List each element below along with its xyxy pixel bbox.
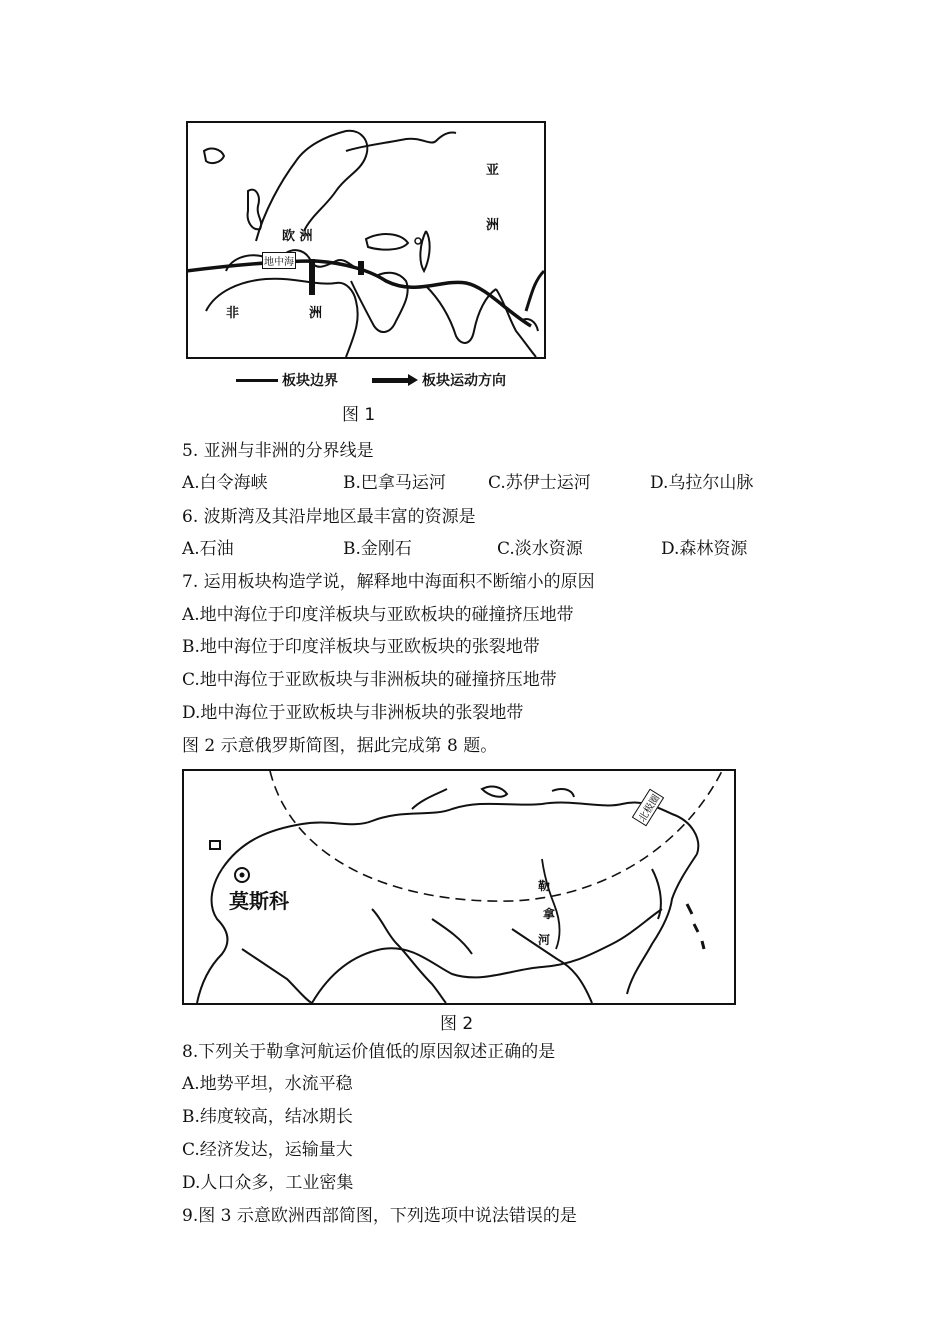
label-lena-3: 河 (538, 933, 551, 947)
q6-option-d: D.森林资源 (661, 539, 748, 559)
q5-option-d: D.乌拉尔山脉 (650, 473, 754, 493)
legend-boundary-label: 板块边界 (282, 373, 338, 389)
q8-option-a: A.地势平坦，水流平稳 (182, 1074, 353, 1094)
label-asia-1: 亚 (486, 163, 500, 178)
q7-option-c: C.地中海位于亚欧板块与非洲板块的碰撞挤压地带 (182, 670, 557, 690)
label-europe: 欧 洲 (282, 229, 313, 244)
q5-stem: 5. 亚洲与非洲的分界线是 (182, 441, 374, 461)
boundary-line-icon (236, 379, 278, 382)
legend-direction (372, 370, 506, 390)
q7-option-a: A.地中海位于印度洋板块与亚欧板块的碰撞挤压地带 (182, 605, 574, 625)
figure-2-intro: 图 2 示意俄罗斯简图，据此完成第 8 题。 (182, 736, 498, 756)
q9-stem: 9.图 3 示意欧洲西部简图，下列选项中说法错误的是 (182, 1206, 577, 1226)
direction-arrow-icon (372, 378, 408, 383)
q7-option-d: D.地中海位于亚欧板块与非洲板块的张裂地带 (182, 703, 524, 723)
q7-option-b: B.地中海位于印度洋板块与亚欧板块的张裂地带 (182, 637, 540, 657)
figure-1-caption: 图 1 (342, 405, 376, 425)
label-africa-2: 洲 (309, 306, 323, 321)
q8-option-c: C.经济发达，运输量大 (182, 1140, 353, 1160)
figure-1-legend (236, 370, 546, 392)
q6-stem: 6. 波斯湾及其沿岸地区最丰富的资源是 (182, 507, 476, 527)
figure-2-map (182, 769, 736, 1005)
q6-option-c: C.淡水资源 (497, 539, 583, 559)
q8-stem: 8.下列关于勒拿河航运价值低的原因叙述正确的是 (182, 1042, 556, 1062)
legend-direction-label: 板块运动方向 (422, 373, 506, 389)
label-africa-1: 非 (226, 306, 240, 321)
label-mediterranean: 地中海 (262, 252, 296, 269)
q6-option-a: A.石油 (182, 539, 234, 559)
q5-option-c: C.苏伊士运河 (488, 473, 591, 493)
direction-arrow-head-icon (408, 374, 418, 386)
q8-option-b: B.纬度较高，结冰期长 (182, 1107, 353, 1127)
figure-1-map-drawing (186, 121, 546, 359)
label-lena-2: 拿 (543, 907, 556, 921)
label-lena-1: 勒 (538, 879, 551, 893)
label-moscow: 莫斯科 (229, 889, 289, 913)
label-arctic-circle: 北极圈 (632, 789, 664, 827)
legend-boundary (236, 370, 338, 390)
q5-option-b: B.巴拿马运河 (343, 473, 446, 493)
label-asia-2: 洲 (486, 218, 500, 233)
figure-2-caption: 图 2 (440, 1014, 474, 1034)
q7-stem: 7. 运用板块构造学说，解释地中海面积不断缩小的原因 (182, 572, 595, 592)
q8-option-d: D.人口众多，工业密集 (182, 1173, 354, 1193)
q6-option-b: B.金刚石 (343, 539, 412, 559)
q5-option-a: A.白令海峡 (182, 473, 268, 493)
figure-1-map (186, 121, 546, 359)
